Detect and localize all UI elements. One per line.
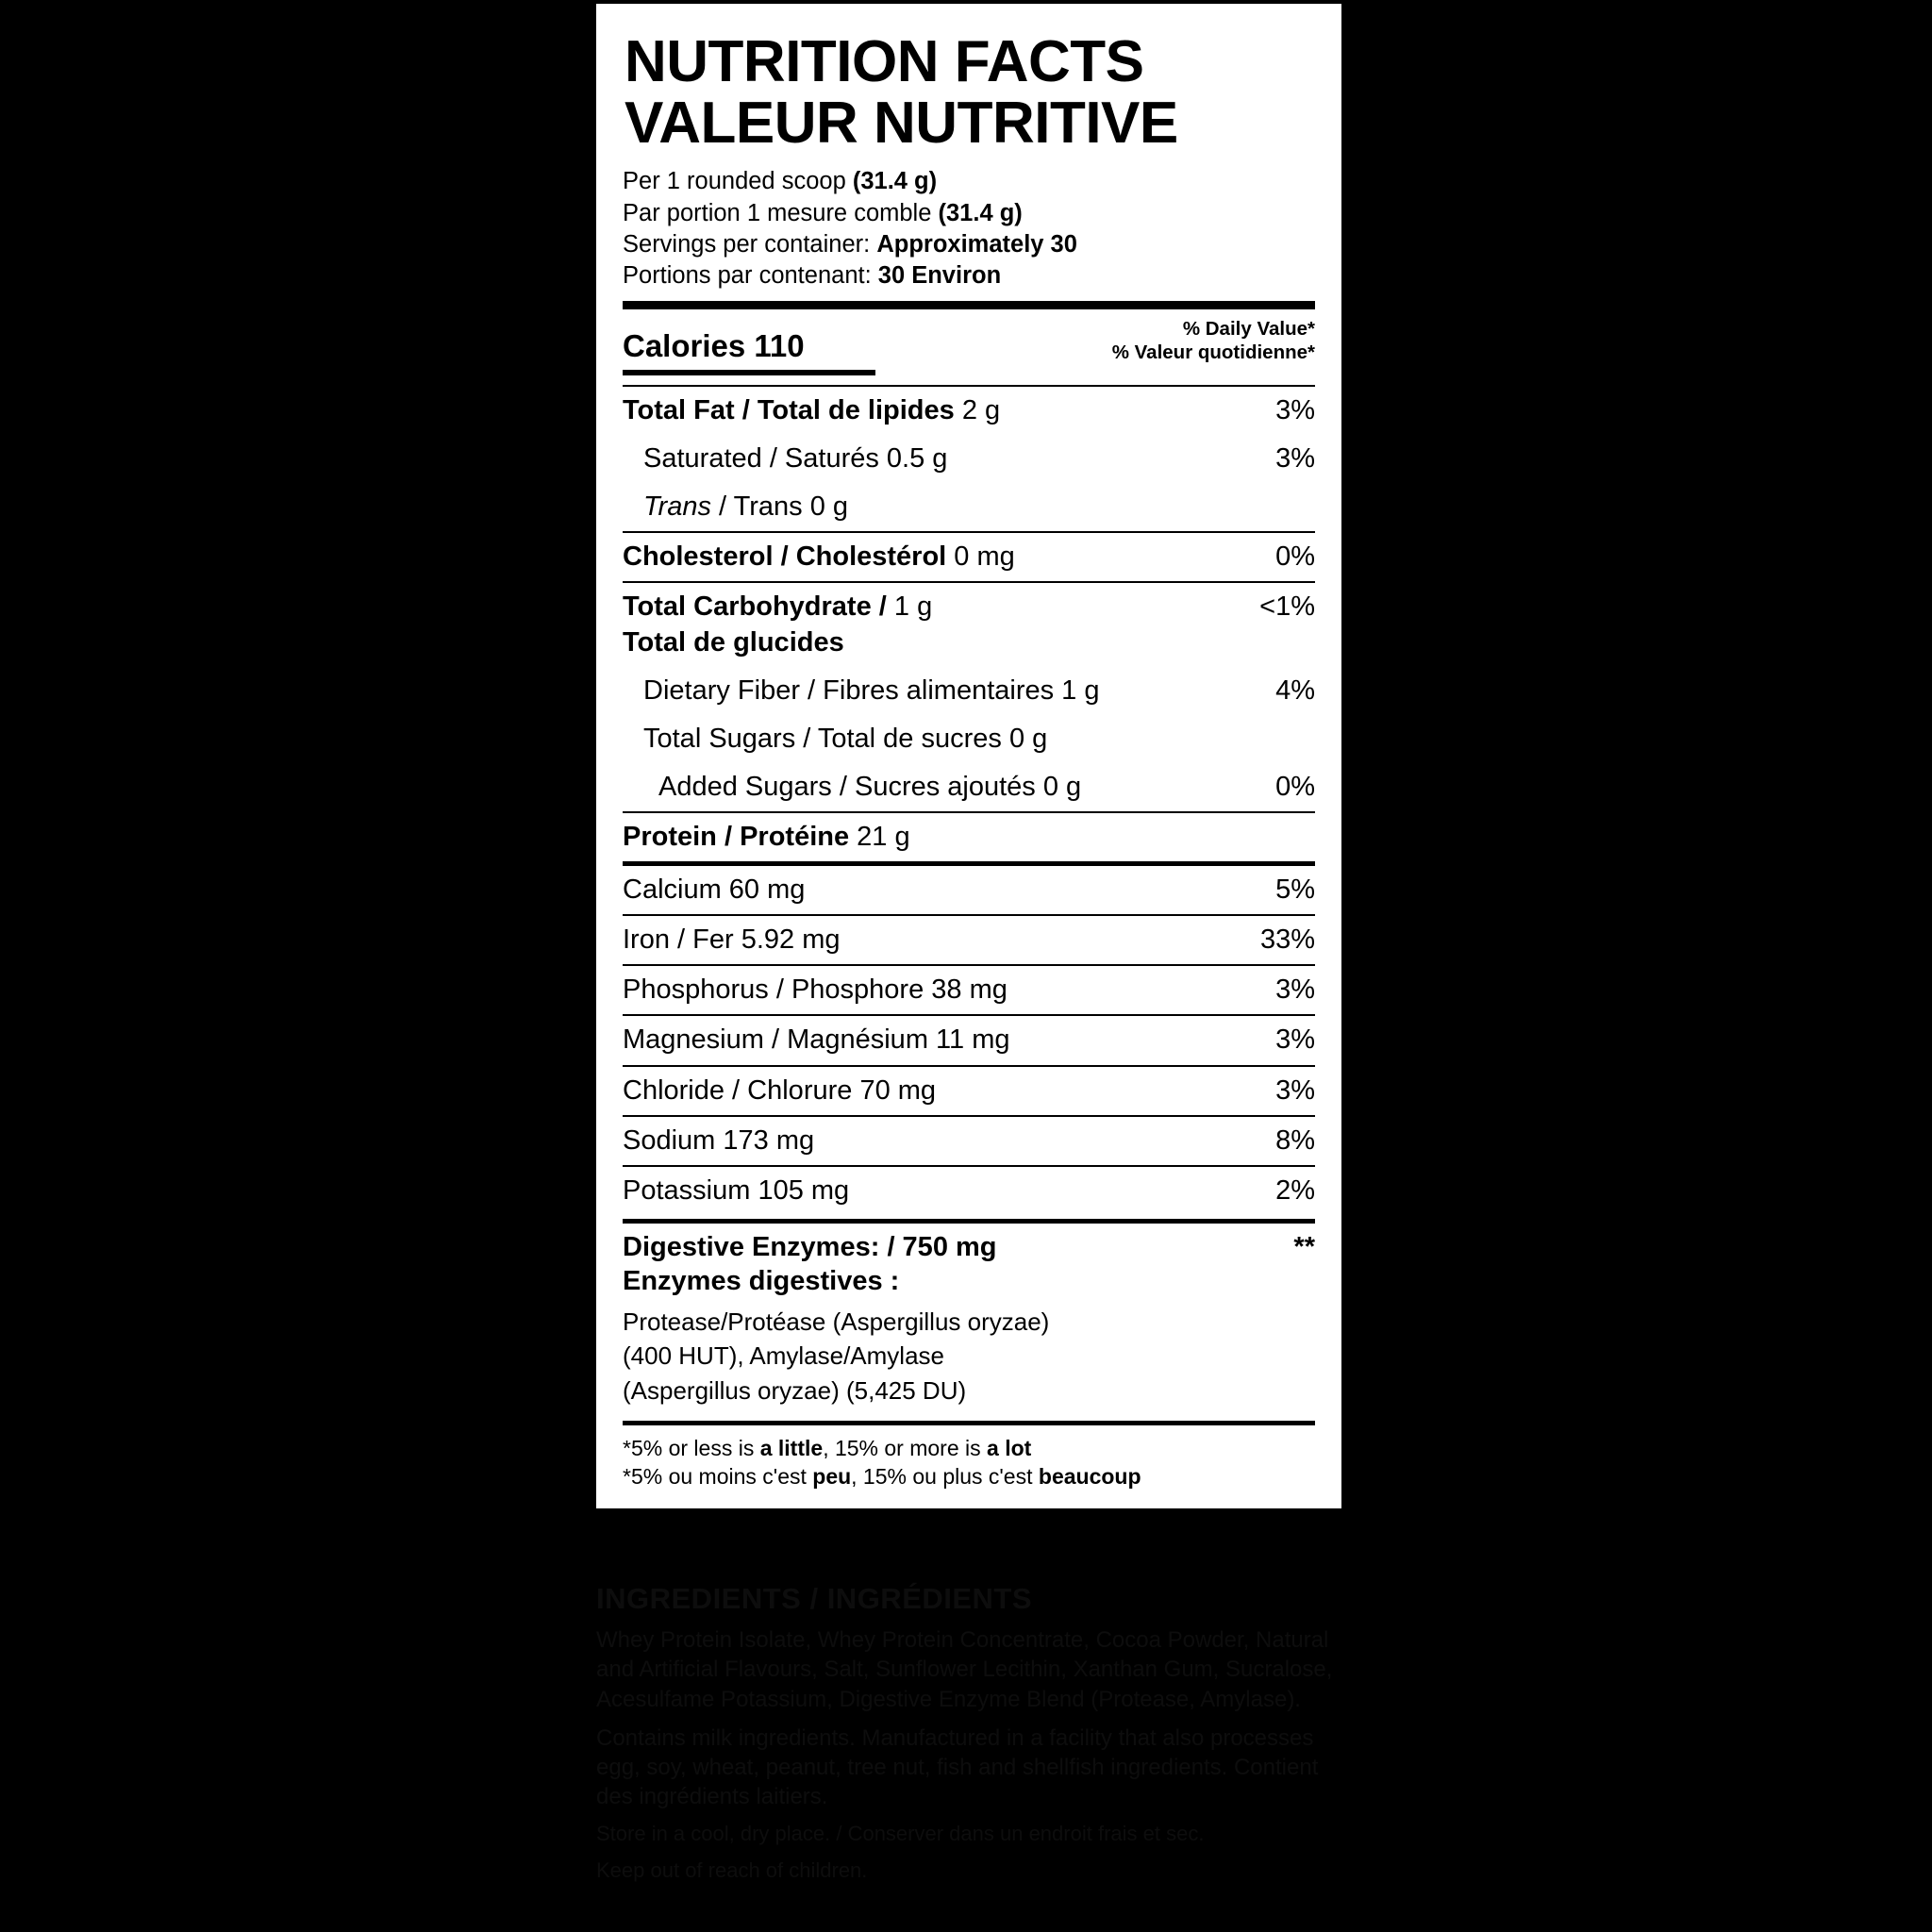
nutrient-name: Dietary Fiber / Fibres alimentaires 1 g [643, 675, 1100, 706]
nutrition-facts-panel [596, 4, 1341, 1508]
nutrient-row-added-sugars [623, 763, 1315, 811]
nutrient-name [623, 393, 1275, 428]
nutrient-daily-value: 33% [1259, 924, 1315, 956]
nutrient-row-sodium [623, 1117, 1315, 1165]
serving-per-fr-value: (31.4 g) [938, 199, 1023, 226]
nutrient-amount: 21 g [849, 822, 910, 853]
nutrient-name: Sodium 173 mg [623, 1124, 815, 1156]
serving-per-en-label: Per 1 rounded scoop [623, 168, 846, 195]
nutrient-row-total-fat [623, 387, 1315, 435]
nutrient-name: Added Sugars / Sucres ajoutés 0 g [658, 771, 1082, 802]
nutrient-daily-value: 5% [1275, 874, 1315, 906]
page-title-en: NUTRITION FACTS [625, 29, 1144, 94]
panel-title-block [623, 25, 1315, 157]
enzymes-detail-line-2: (400 HUT), Amylase/Amylase [623, 1341, 944, 1371]
serving-per-en [623, 166, 1315, 197]
footnotes [623, 1425, 1315, 1491]
nutrient-row-potassium [623, 1167, 1315, 1215]
nutrient-row-phosphorus [623, 966, 1315, 1014]
nutrient-name [623, 490, 1315, 525]
enzymes-detail-line-1: Protease/Protéase (Aspergillus oryzae) [623, 1307, 1050, 1336]
nutrient-row-calcium [623, 866, 1315, 914]
enzymes-titles [623, 1230, 1293, 1299]
daily-value-header-fr: % Valeur quotidienne* [1111, 341, 1315, 364]
nutrient-row-chloride [623, 1067, 1315, 1115]
ingredients-paragraph-1: Whey Protein Isolate, Whey Protein Concentrate, Cocoa Powder, Natural and Artificial Flavours, Salt, Sunflower Lecithin, Xanthan Gum, Sucralose, Acesulfame Potassium, Digestive Enzyme Blend (Protease, Amylase). [596, 1627, 1333, 1712]
nutrient-daily-value: 3% [1275, 1024, 1315, 1056]
servings-container-fr [623, 260, 1315, 291]
servings-container-en-value: Approximately 30 [876, 230, 1077, 258]
daily-value-header-en: % Daily Value* [1182, 318, 1315, 341]
nutrient-daily-value: 3% [1275, 974, 1315, 1006]
footnote-en-bold-1: a little [759, 1436, 824, 1461]
footnote-en-pre: *5% or less is [623, 1436, 760, 1461]
serving-per-fr-label: Par portion 1 mesure comble [623, 199, 932, 226]
nutrient-row-dietary-fiber [623, 667, 1315, 715]
nutrient-name: Chloride / Chlorure 70 mg [623, 1074, 937, 1106]
nutrient-name-bold: Protein / Protéine [623, 822, 850, 853]
enzymes-detail-line-3: (Aspergillus oryzae) (5,425 DU) [623, 1375, 967, 1405]
enzymes-title-fr: Enzymes digestives : [623, 1266, 900, 1297]
nutrient-name-bold: Cholesterol / Cholestérol [623, 541, 947, 573]
nutrient-row-total-carbohydrate [623, 583, 1315, 625]
nutrient-name-bold: Total Carbohydrate / [623, 591, 887, 623]
nutrient-daily-value: 3% [1275, 395, 1315, 426]
serving-per-fr [623, 198, 1315, 229]
nutrient-name: Potassium 105 mg [623, 1174, 850, 1206]
nutrient-name-bold: Total Fat / Total de lipides [623, 395, 955, 426]
nutrient-daily-value: <1% [1259, 591, 1315, 623]
footnote-fr-mid: , 15% ou plus c'est [851, 1464, 1039, 1490]
ingredients-paragraph-2: Contains milk ingredients. Manufactured in a facility that also processes egg, soy, wheat, peanut, tree nut, fish and shellfish ingredients. Contient des ingrédients laitiers. [596, 1724, 1319, 1810]
ingredients-heading: INGREDIENTS / INGRÉDIENTS [596, 1582, 1033, 1615]
enzymes-block [623, 1224, 1315, 1299]
calories-row [623, 309, 1315, 368]
nutrient-row-trans-fat [623, 483, 1315, 531]
servings-container-fr-value: 30 Environ [877, 261, 1002, 289]
nutrient-name: Magnesium / Magnésium 11 mg [623, 1024, 1010, 1056]
enzymes-detail [623, 1305, 1315, 1407]
page-title-fr: VALEUR NUTRITIVE [625, 91, 1178, 157]
nutrient-row-cholesterol [623, 533, 1315, 581]
nutrient-amount: 1 g [886, 591, 933, 623]
nutrient-name [623, 590, 1259, 625]
servings-container-en-label: Servings per container: [623, 230, 871, 258]
nutrient-name: Iron / Fer 5.92 mg [623, 924, 841, 956]
nutrient-daily-value: 0% [1275, 771, 1315, 802]
nutrient-row-protein [623, 813, 1315, 861]
nutrient-name: Phosphorus / Phosphore 38 mg [623, 974, 1008, 1006]
ingredients-block [596, 1581, 1341, 1885]
servings-container-fr-label: Portions par contenant: [623, 261, 872, 289]
nutrient-daily-value: 3% [1275, 1074, 1315, 1106]
nutrient-daily-value: 4% [1275, 675, 1315, 706]
footnote-en [623, 1435, 1315, 1463]
nutrient-daily-value: 3% [1275, 443, 1315, 475]
nutrient-amount: 0 mg [946, 541, 1015, 573]
calories-label: Calories 110 [623, 328, 805, 364]
footnote-fr-pre: *5% ou moins c'est [623, 1464, 813, 1490]
nutrient-row-iron [623, 916, 1315, 964]
serving-per-en-value: (31.4 g) [852, 168, 938, 195]
enzymes-daily-value: ** [1293, 1231, 1315, 1262]
nutrient-name: Calcium 60 mg [623, 874, 806, 906]
ingredients-paragraph-3: Store in a cool, dry place. / Conserver dans un endroit frais et sec. [596, 1822, 1205, 1846]
footnote-en-bold-2: a lot [987, 1436, 1032, 1461]
calories-underline [623, 370, 875, 375]
nutrient-row-total-carbohydrate-fr [623, 625, 1315, 667]
nutrient-daily-value: 0% [1275, 541, 1315, 573]
nutrient-name: Total Sugars / Total de sucres 0 g [643, 723, 1048, 754]
daily-value-header [1112, 317, 1315, 364]
nutrient-name [623, 540, 1275, 575]
nutrient-daily-value: 2% [1275, 1174, 1315, 1206]
servings-container-en [623, 229, 1315, 260]
nutrient-daily-value: 8% [1275, 1124, 1315, 1156]
footnote-fr-bold-2: beaucoup [1038, 1464, 1141, 1490]
nutrient-amount: 2 g [954, 395, 1001, 426]
footnote-fr [623, 1463, 1315, 1491]
enzymes-title-en: Digestive Enzymes: / 750 mg [623, 1231, 997, 1262]
divider-thick-top [623, 301, 1315, 309]
nutrient-name: Saturated / Saturés 0.5 g [643, 443, 948, 475]
nutrient-row-saturated-fat [623, 435, 1315, 483]
footnote-en-mid: , 15% or more is [823, 1436, 988, 1461]
ingredients-paragraph-4: Keep out of reach of children. [596, 1857, 868, 1882]
footnote-fr-bold-1: peu [812, 1464, 852, 1490]
nutrient-amount: / Trans 0 g [710, 491, 849, 523]
nutrient-name: Total de glucides [623, 626, 844, 658]
serving-info [623, 166, 1315, 291]
nutrient-name [623, 820, 1315, 855]
nutrient-row-magnesium [623, 1016, 1315, 1064]
nutrient-row-total-sugars [623, 715, 1315, 763]
nutrient-name-italic: Trans [643, 491, 711, 523]
